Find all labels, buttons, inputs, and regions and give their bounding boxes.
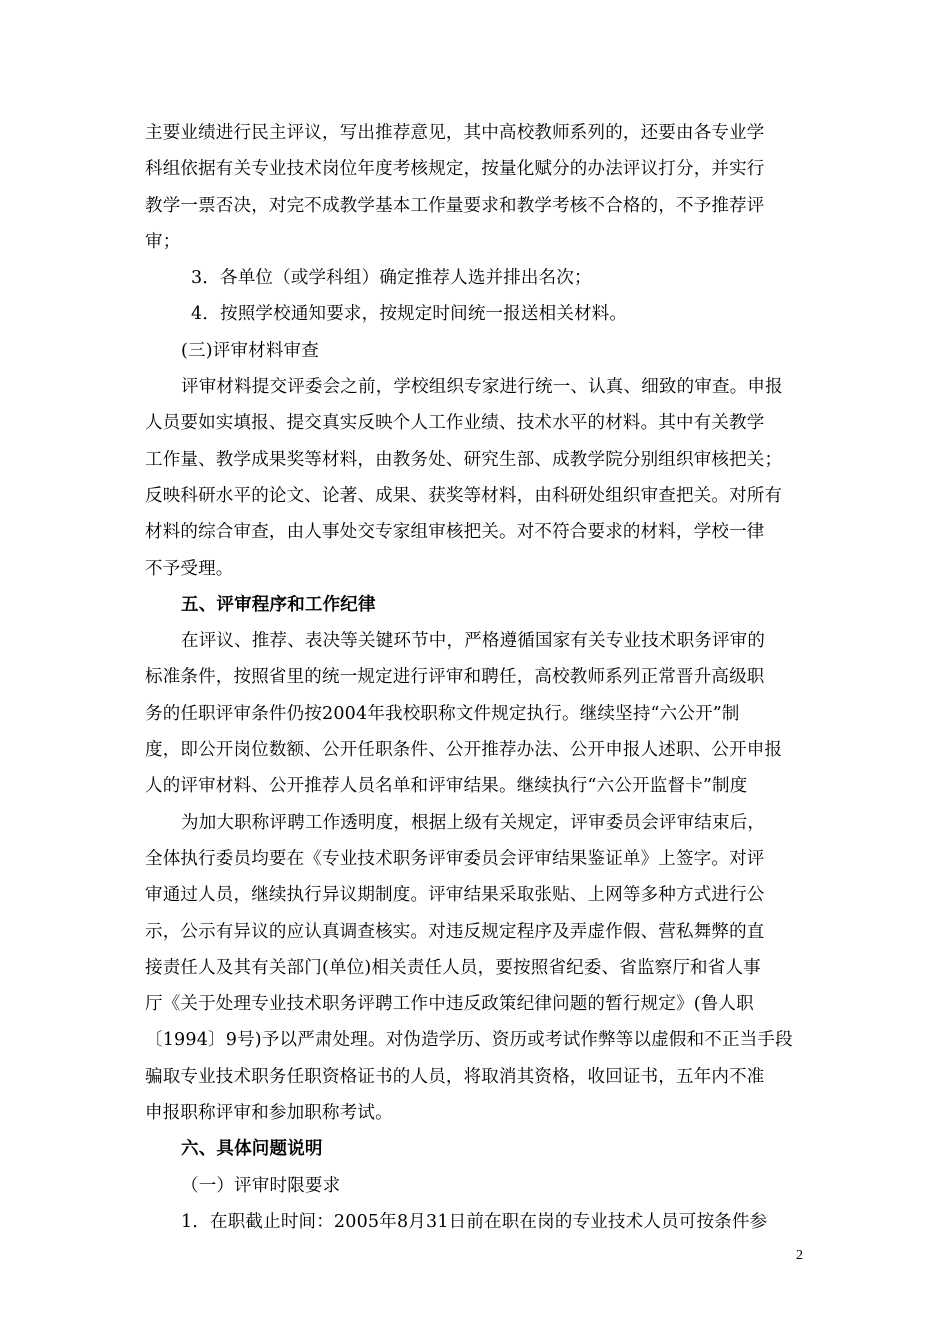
paragraph-line: 教学一票否决，对完不成教学基本工作量要求和教学考核不合格的，不予推荐评	[145, 195, 765, 216]
list-item: 3．各单位（或学科组）确定推荐人选并排出名次；	[191, 268, 592, 289]
page-number: 2	[796, 1248, 803, 1263]
document-body	[145, 115, 810, 1240]
paragraph-line: 不予受理。	[145, 558, 234, 579]
paragraph-line: 材料的综合审查，由人事处交专家组审核把关。对不符合要求的材料，学校一律	[145, 522, 765, 543]
list-item: 1．在职截止时间：2005年8月31日前在职在岗的专业技术人员可按条件参	[181, 1211, 768, 1232]
paragraph-line: 人员要如实填报、提交真实反映个人工作业绩、技术水平的材料。其中有关教学	[145, 413, 765, 434]
paragraph-line: 科组依据有关专业技术岗位年度考核规定，按量化赋分的办法评议打分，并实行	[145, 159, 765, 180]
paragraph-line: 人的评审材料、公开推荐人员名单和评审结果。继续执行“六公开监督卡”制度	[145, 776, 748, 797]
paragraph-line: 厅《关于处理专业技术职务评聘工作中违反政策纪律问题的暂行规定》(鲁人职	[145, 994, 754, 1015]
paragraph-line: 示，公示有异议的应认真调查核实。对违反规定程序及弄虚作假、营私舞弊的直	[145, 921, 765, 942]
paragraph-line: 审；	[145, 231, 181, 252]
subsection-title: (三)评审材料审查	[181, 340, 319, 361]
paragraph-line: 申报职称评审和参加职称考试。	[145, 1103, 393, 1124]
paragraph-line: 标准条件，按照省里的统一规定进行评审和聘任，高校教师系列正常晋升高级职	[145, 667, 765, 688]
list-item: 4．按照学校通知要求，按规定时间统一报送相关材料。	[191, 304, 628, 325]
paragraph-line: 务的任职评审条件仍按2004年我校职称文件规定执行。继续坚持“六公开”制	[145, 703, 740, 724]
subsection-title: （一）评审时限要求	[181, 1175, 341, 1196]
paragraph-line: 接责任人及其有关部门(单位)相关责任人员，要按照省纪委、省监察厅和省人事	[145, 957, 761, 978]
paragraph-line: 全体执行委员均要在《专业技术职务评审委员会评审结果鉴证单》上签字。对评	[145, 848, 765, 869]
section-heading: 六、具体问题说明	[181, 1139, 323, 1160]
paragraph-line: 在评议、推荐、表决等关键环节中，严格遵循国家有关专业技术职务评审的	[181, 631, 766, 652]
paragraph-line: 主要业绩进行民主评议，写出推荐意见，其中高校教师系列的，还要由各专业学	[145, 123, 765, 143]
paragraph-line: 工作量、教学成果奖等材料，由教务处、研究生部、成教学院分别组织审核把关；	[145, 449, 783, 470]
section-heading: 五、评审程序和工作纪律	[181, 594, 376, 615]
paragraph-line: 〔1994〕9号)予以严肃处理。对伪造学历、资历或考试作弊等以虚假和不正当手段	[145, 1030, 793, 1051]
paragraph-line: 反映科研水平的论文、论著、成果、获奖等材料，由科研处组织审查把关。对所有	[145, 485, 783, 506]
paragraph-line: 骗取专业技术职务任职资格证书的人员，将取消其资格，收回证书，五年内不准	[145, 1066, 765, 1087]
paragraph-line: 评审材料提交评委会之前，学校组织专家进行统一、认真、细致的审查。申报	[181, 377, 783, 398]
paragraph-line: 审通过人员，继续执行异议期制度。评审结果采取张贴、上网等多种方式进行公	[145, 885, 765, 906]
paragraph-line: 为加大职称评聘工作透明度，根据上级有关规定，评审委员会评审结束后，	[181, 812, 766, 833]
paragraph-line: 度，即公开岗位数额、公开任职条件、公开推荐办法、公开申报人述职、公开申报	[145, 740, 783, 761]
